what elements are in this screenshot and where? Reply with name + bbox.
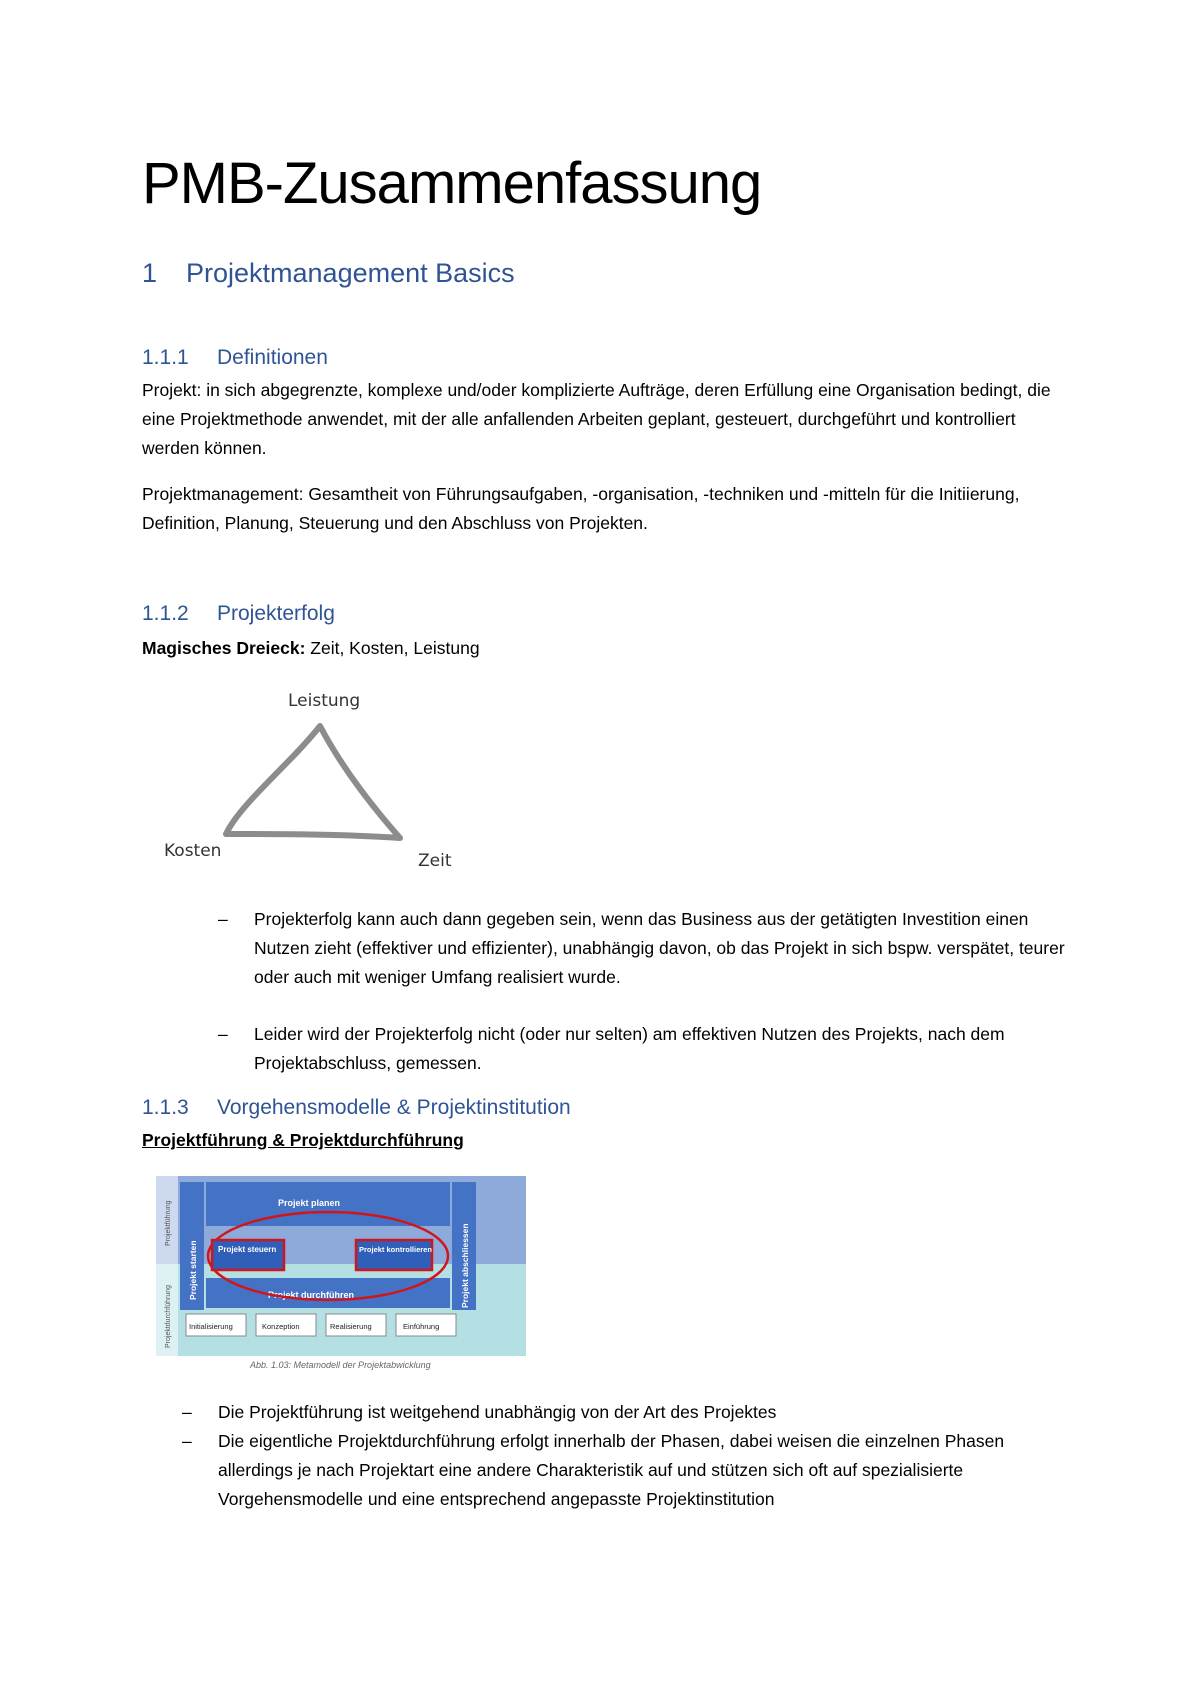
magic-triangle-figure: [160, 684, 460, 874]
projekt-label: Projekt:: [142, 380, 202, 400]
projekt-kontrollieren-label: Projekt kontrollieren: [359, 1245, 432, 1254]
magisches-dreieck-text: Zeit, Kosten, Leistung: [305, 638, 480, 658]
list-item: [182, 1398, 1078, 1427]
phase-label-initialisierung: Initialisierung: [189, 1322, 233, 1331]
section-113-title: Vorgehensmodelle & Projektinstitution: [217, 1096, 571, 1119]
diagram-caption: Abb. 1.03: Metamodell der Projektabwicklung: [250, 1360, 431, 1370]
list-item: [182, 1427, 1078, 1514]
section-111-heading: [142, 346, 328, 370]
list-item: [218, 1020, 1074, 1078]
phase-label-realisierung: Realisierung: [330, 1322, 372, 1331]
bullet-text: Projekterfolg kann auch dann gegeben sein, wenn das Business aus der getätigten Investition einen Nutzen zieht (effektiver und effizienter), unabhängig davon, ob das Projekt in sich bspw. verspätet, teurer oder auch mit weniger Umfang realisiert wurde.: [254, 909, 1065, 987]
projekterfolg-bullets: [218, 905, 1074, 1078]
bullet-text: Die eigentliche Projektdurchführung erfolgt innerhalb der Phasen, dabei weisen die einzelnen Phasen allerdings je nach Projektart eine andere Charakteristik auf und stützen sich oft auf spezialisierte Vorgehensmodelle und eine entsprechend angepasste Projektinstitution: [218, 1431, 1005, 1509]
dash-mark: –: [182, 1402, 192, 1422]
phase-label-konzeption: Konzeption: [262, 1322, 300, 1331]
list-item: [218, 905, 1074, 992]
section-1-title: Projektmanagement Basics: [186, 258, 515, 288]
projekt-steuern-label: Projekt steuern: [218, 1245, 277, 1254]
bullet-text: Leider wird der Projekterfolg nicht (oder nur selten) am effektiven Nutzen des Projekts, nach dem Projektabschluss, gemessen.: [254, 1024, 1005, 1073]
magisches-dreieck-label: Magisches Dreieck:: [142, 638, 306, 658]
dash-mark: –: [182, 1431, 192, 1451]
projekt-durchfuehren-label: Projekt durchführen: [268, 1290, 355, 1300]
side-label-projektdurchfuehrung: Projektdurchführung: [165, 1284, 172, 1348]
side-label-projektfuehrung: Projektführung: [165, 1200, 172, 1246]
section-113-heading: [142, 1096, 571, 1120]
triangle-label-kosten: Kosten: [164, 841, 222, 861]
projektfuehrung-subheading-line: [142, 1126, 1072, 1155]
triangle-outline: [226, 726, 400, 838]
section-1-heading: [142, 258, 515, 289]
dash-mark: –: [218, 909, 228, 929]
projekt-text: in sich abgegrenzte, komplexe und/oder komplizierte Aufträge, deren Erfüllung eine Organisation bedingt, die eine Projektmethode anwendet, mit der alle anfallenden Arbeiten geplant, gesteuert, durchgeführt und kontrolliert werden können.: [142, 380, 1051, 458]
section-112-title: Projekterfolg: [217, 602, 335, 625]
section-111-title: Definitionen: [217, 346, 328, 369]
section-1-number: 1: [142, 258, 158, 288]
projekt-abschliessen-label: Projekt abschliessen: [460, 1223, 470, 1308]
section-112-number: 1.1.2: [142, 602, 189, 625]
projektfuehrung-subheading: Projektführung & Projektdurchführung: [142, 1130, 464, 1150]
phase-label-einfuehrung: Einführung: [403, 1322, 440, 1331]
projekt-starten-label: Projekt starten: [188, 1240, 198, 1300]
projekt-definition: [142, 376, 1072, 463]
triangle-label-zeit: Zeit: [418, 851, 452, 871]
bullet-text: Die Projektführung ist weitgehend unabhängig von der Art des Projektes: [218, 1402, 777, 1422]
projektmanagement-definition: Projektmanagement: Gesamtheit von Führungsaufgaben, -organisation, -techniken und -mitteln für die Initiierung, Definition, Planung, Steuerung und den Abschluss von Projekten.: [142, 484, 1020, 533]
section-111-number: 1.1.1: [142, 346, 189, 369]
projektfuehrung-bullets: [182, 1398, 1078, 1514]
document-title: PMB-Zusammenfassung: [142, 151, 762, 216]
dash-mark: –: [218, 1024, 228, 1044]
magisches-dreieck-line: [142, 634, 1072, 663]
projekt-planen-label: Projekt planen: [278, 1198, 341, 1208]
triangle-label-leistung: Leistung: [288, 691, 361, 711]
section-112-heading: [142, 602, 335, 626]
metamodel-diagram: [156, 1176, 526, 1358]
section-113-number: 1.1.3: [142, 1096, 189, 1119]
